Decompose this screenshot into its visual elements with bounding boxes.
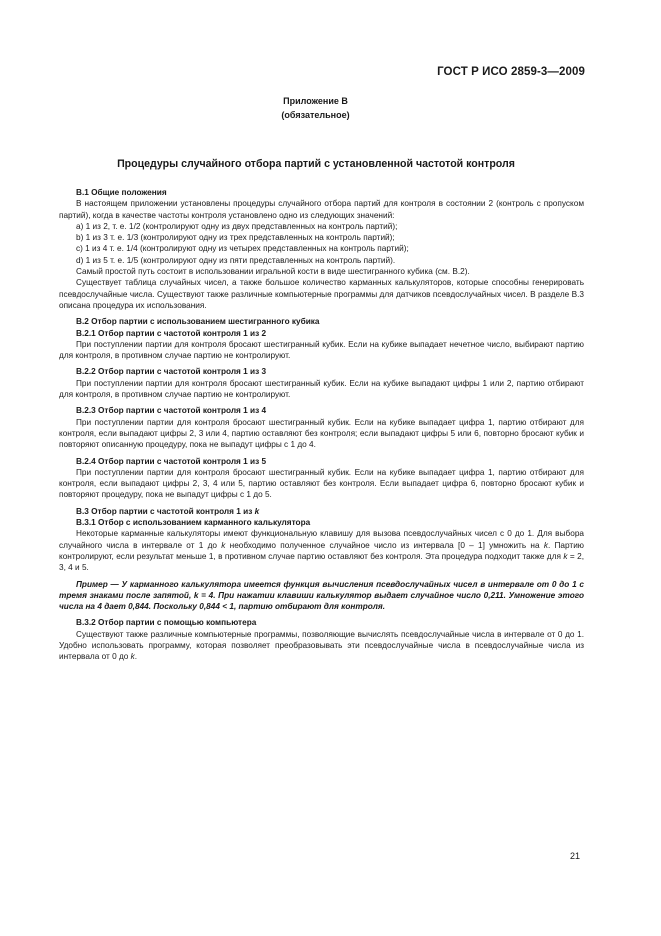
standard-header: ГОСТ Р ИСО 2859-3—2009 (437, 66, 585, 78)
annex-title: Приложение В (283, 96, 348, 106)
section-heading-b2: В.2 Отбор партии с использованием шестигранного кубика (76, 317, 320, 327)
paragraph: В настоящем приложении установлены процедуры случайного отбора партий для контроля в состоянии 2 (контроль с пропуском партий), когда в качестве частоты контроля установлено одно из следующих значений: (59, 199, 584, 220)
paragraph: Существует таблица случайных чисел, а также большое количество карманных калькуляторов, которые способны генерировать псевдослучайные числа. Существуют также различные компьютерные программы для датчиков псевдослучайных чисел. В разделе В.3 описана процедура их использования. (59, 278, 584, 310)
paragraph: При поступлении партии для контроля бросают шестигранный кубик. Если на кубике выпадает цифра 1, партию отбирают для контроля, если выпадают цифры 2, 3 или 4, партию оставляют без контроля; если выпадают цифры 5 или 6, повторно бросают кубик и повторяют описанную процедуру, пока не выпадут цифры с 1 до 4. (59, 417, 584, 450)
subsection-heading-b2-2: В.2.2 Отбор партии с частотой контроля 1 из 3 (76, 367, 267, 377)
example-note: Пример — У карманного калькулятора имеется функция вычисления псевдослучайных чисел в интервале от 0 до 1 с тремя знаками после запятой, k = 4. При нажатии клавиши калькулятор выдает случайное число 0,211. Умножение этого числа на 4 дает 0,844. Поскольку 0,844 < 1, партию отбирают для контроля. (59, 579, 584, 612)
paragraph: Самый простой путь состоит в использовании игральной кости в виде шестигранного кубика (см. В.2). (76, 267, 470, 277)
paragraph: При поступлении партии для контроля бросают шестигранный кубик. Если на кубике выпадает цифра 1, партию отбирают для контроля, если выпадают цифры 2, 3, 4 или 5, партию оставляют без контроля. Если выпадает цифра 6, повторно бросают кубик и повторяют процедуру, пока не выпадут цифры с 1 до 5. (59, 467, 584, 500)
section-heading-b3: В.3 Отбор партии с частотой контроля 1 из k (76, 506, 260, 516)
subsection-heading-b2-4: В.2.4 Отбор партии с частотой контроля 1 из 5 (76, 456, 267, 466)
document-body (59, 187, 584, 663)
section-heading-b1: В.1 Общие положения (76, 188, 167, 197)
page-number: 21 (570, 851, 581, 861)
subsection-heading-b3-2: В.3.2 Отбор партии с помощью компьютера (76, 618, 257, 628)
annex-status: (обязательное) (281, 110, 350, 120)
subsection-heading-b2-3: В.2.3 Отбор партии с частотой контроля 1 из 4 (76, 406, 267, 416)
main-title: Процедуры случайного отбора партий с установленной частотой контроля (117, 158, 515, 170)
list-item: a) 1 из 2, т. е. 1/2 (контролируют одну из двух представленных на контроль партий); (76, 221, 398, 231)
paragraph: При поступлении партии для контроля бросают шестигранный кубик. Если на кубике выпадает нечетное число, выбирают партию для контроля, в противном случае партию не контролируют. (59, 339, 584, 361)
paragraph: При поступлении партии для контроля бросают шестигранный кубик. Если на кубике выпадают цифры 1 или 2, партию отбирают для контроля, в противном случае партию не контролируют. (59, 378, 584, 400)
subsection-heading-b2-1: В.2.1 Отбор партии с частотой контроля 1 из 2 (76, 328, 267, 338)
subsection-heading-b3-1: В.3.1 Отбор с использованием карманного калькулятора (76, 518, 311, 528)
list-item: c) 1 из 4 т. е. 1/4 (контролируют одну из четырех представленных на контроль партий); (76, 244, 409, 254)
paragraph: Существуют также различные компьютерные программы, позволяющие вычислять псевдослучайные числа в интервале от 0 до 1. Удобно использовать программу, которая позволяет преобразовывать эти псевдослучайные числа в псевдослучайные числа из интервала от 0 до k. (59, 629, 584, 662)
list-item: d) 1 из 5 т. е. 1/5 (контролируют одну из пяти представленных на контроль партий). (76, 255, 396, 265)
paragraph: Некоторые карманные калькуляторы имеют функциональную клавишу для вызова псевдослучайных чисел с 0 до 1. Для выбора случайного числа в интервале от 1 до k необходимо полученное случайное число из интервала [0 – 1] умножить на k. Партию контролируют, если результат меньше 1, в противном случае партию оставляют без контроля. Эта процедура подходит также для k = 2, 3, 4 и 5. (59, 529, 584, 573)
list-item: b) 1 из 3 т. е. 1/3 (контролируют одну из трех представленных на контроль партий); (76, 233, 395, 243)
